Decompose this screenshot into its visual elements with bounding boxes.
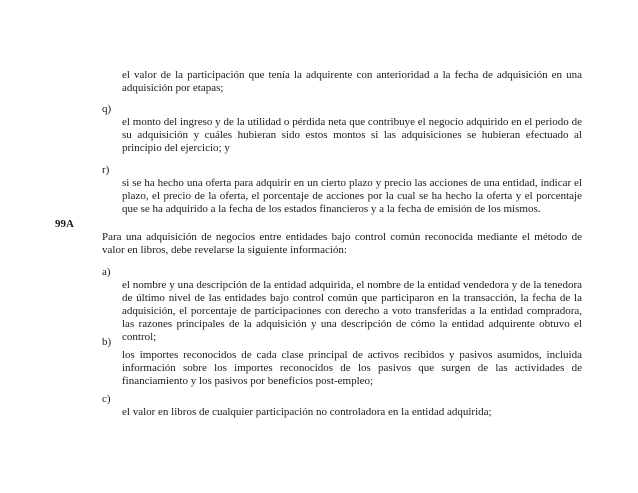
item-q-label: q) xyxy=(102,103,112,115)
item-r-label: r) xyxy=(102,164,110,176)
item-a-label: a) xyxy=(102,266,111,278)
item-q-text: el monto del ingreso y de la utilidad o pérdida neta que contribuye el negocio adquirido en el periodo de su adquisición y cuáles hubieran sido estos montos si las adquisiciones se hubieran efectuado al principio del ejercicio; y xyxy=(122,116,582,154)
item-c-text: el valor en libros de cualquier participación no controladora en la entidad adquirida; xyxy=(122,406,492,418)
item-b-text: los importes reconocidos de cada clase principal de activos recibidos y pasivos asumidos, incluida información sobre los importes reconocidos de los pasivos que surgen de las actividades de financiamiento y los pasivos por beneficios post-empleo; xyxy=(122,349,582,387)
item-c-label: c) xyxy=(102,393,111,405)
section-number: 99A xyxy=(55,218,74,230)
item-a-text: el nombre y una descripción de la entidad adquirida, el nombre de la entidad vendedora y de la tenedora de último nivel de las entidades bajo control común que participaron en la transacción, la fecha de la adquisición, el porcentaje de participaciones con derecho a voto transferidas a la entidad compradora, las razones principales de la adquisición y una descripción de cómo la entidad adquirente obtuvo el control; xyxy=(122,279,582,343)
item-b-label: b) xyxy=(102,336,112,348)
item-p-continuation: el valor de la participación que tenía la adquirente con anterioridad a la fecha de adquisición en una adquisición por etapas; xyxy=(122,69,582,94)
item-r-text: si se ha hecho una oferta para adquirir en un cierto plazo y precio las acciones de una entidad, indicar el plazo, el precio de la oferta, el porcentaje de acciones por la cual se ha hecho la oferta y el porcentaje que se ha adquirido a la fecha de los estados financieros y a la fecha de emisión de los mismos. xyxy=(122,177,582,215)
section-intro: Para una adquisición de negocios entre entidades bajo control común reconocida mediante el método de valor en libros, debe revelarse la siguiente información: xyxy=(102,231,582,256)
